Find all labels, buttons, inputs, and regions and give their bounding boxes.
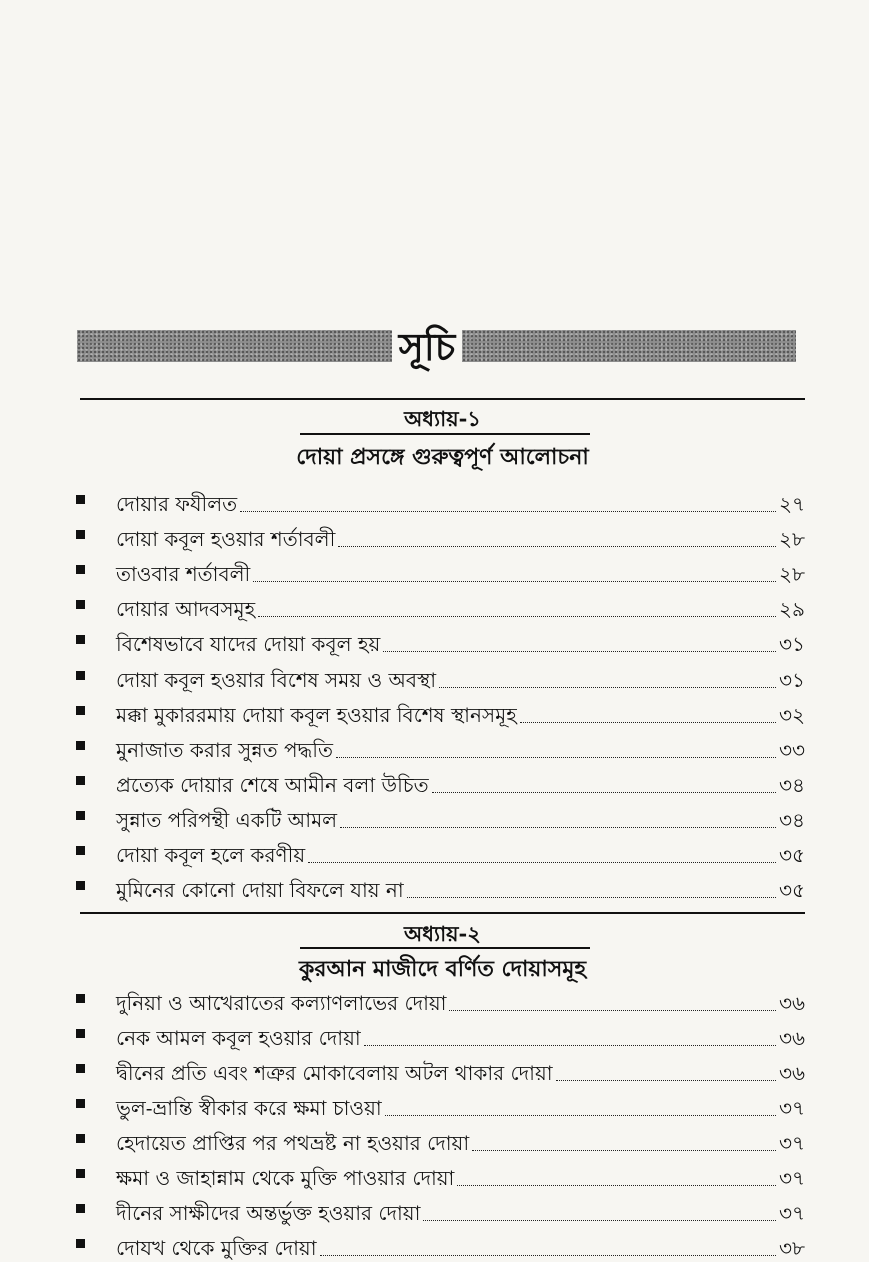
toc-entry-page: ৩৭ bbox=[778, 1201, 805, 1225]
square-bullet-icon bbox=[76, 994, 85, 1003]
chapter-divider bbox=[300, 947, 590, 949]
toc-entry[interactable] bbox=[0, 519, 869, 553]
toc-entry[interactable] bbox=[0, 835, 869, 869]
square-bullet-icon bbox=[76, 1204, 85, 1213]
toc-entry-label: দোযখ থেকে মুক্তির দোয়া bbox=[116, 1236, 317, 1260]
square-bullet-icon bbox=[76, 635, 85, 644]
chapter-title: দোয়া প্রসঙ্গে গুরুত্বপূর্ণ আলোচনা bbox=[296, 444, 589, 470]
dot-leader bbox=[336, 757, 776, 758]
title-band-left bbox=[77, 330, 392, 362]
toc-entry[interactable] bbox=[0, 870, 869, 904]
dot-leader bbox=[258, 616, 776, 617]
toc-entry[interactable] bbox=[0, 624, 869, 658]
toc-title-bar bbox=[0, 318, 869, 384]
toc-entry-label: দোয়ার ফযীলত bbox=[116, 492, 238, 516]
toc-entry-label: ক্ষমা ও জাহান্নাম থেকে মুক্তি পাওয়ার দোয়া bbox=[116, 1166, 455, 1190]
dot-leader bbox=[439, 687, 776, 688]
toc-entry-label: প্রত্যেক দোয়ার শেষে আমীন বলা উচিত bbox=[116, 772, 429, 797]
toc-entry-label: মুমিনের কোনো দোয়া বিফলে যায় না bbox=[116, 878, 404, 903]
toc-entry[interactable] bbox=[0, 1088, 869, 1122]
dot-leader bbox=[385, 1115, 776, 1116]
chapter-number: অধ্যায়-২ bbox=[404, 921, 481, 946]
square-bullet-icon bbox=[76, 846, 85, 855]
toc-entry[interactable] bbox=[0, 800, 869, 834]
toc-entry-page: ৩৬ bbox=[778, 991, 805, 1015]
page-title: সূচি bbox=[398, 324, 456, 369]
dot-leader bbox=[320, 1255, 777, 1256]
toc-entry-label: দোয়ার আদবসমূহ bbox=[116, 597, 256, 622]
square-bullet-icon bbox=[76, 1064, 85, 1073]
toc-entry-page: ২৯ bbox=[779, 597, 805, 622]
toc-entry-page: ৩৫ bbox=[779, 843, 805, 867]
square-bullet-icon bbox=[76, 741, 85, 750]
square-bullet-icon bbox=[76, 706, 85, 715]
toc-entry[interactable] bbox=[0, 983, 869, 1017]
square-bullet-icon bbox=[76, 495, 85, 504]
toc-entry[interactable] bbox=[0, 554, 869, 588]
toc-entry-label: বিশেষভাবে যাদের দোয়া কবূল হয় bbox=[116, 632, 381, 657]
toc-entry-label: দুনিয়া ও আখেরাতের কল্যাণলাভের দোয়া bbox=[116, 991, 447, 1015]
toc-entry-page: ৩১ bbox=[779, 667, 805, 692]
toc-entry-page: ৩৪ bbox=[779, 772, 805, 797]
dot-leader bbox=[364, 1045, 776, 1046]
square-bullet-icon bbox=[76, 671, 85, 680]
chapter-number: অধ্যায়-১ bbox=[404, 406, 481, 431]
dot-leader bbox=[308, 862, 776, 863]
toc-entry-page: ২৭ bbox=[778, 492, 805, 516]
chapter-divider bbox=[300, 433, 590, 435]
toc-entry[interactable] bbox=[0, 695, 869, 729]
toc-entry[interactable] bbox=[0, 1053, 869, 1087]
toc-entry-page: ৩১ bbox=[779, 632, 805, 657]
toc-entry-label: মক্কা মুকাররমায় দোয়া কবূল হওয়ার বিশেষ স্থানসমূহ bbox=[116, 702, 517, 727]
toc-entry-label: নেক আমল কবূল হওয়ার দোয়া bbox=[116, 1026, 361, 1050]
toc-entry-page: ৩৬ bbox=[778, 1061, 805, 1085]
toc-entry-page: ৩৭ bbox=[778, 1166, 805, 1190]
toc-entry-label: হেদায়েত প্রাপ্তির পর পথভ্রষ্ট না হওয়ার দোয়া bbox=[116, 1131, 470, 1155]
square-bullet-icon bbox=[76, 1134, 85, 1143]
dot-leader bbox=[556, 1080, 776, 1081]
toc-entry-label: দ্বীনের প্রতি এবং শত্রুর মোকাবেলায় অটল থাকার দোয়া bbox=[116, 1061, 553, 1085]
chapter-title: কুরআন মাজীদে বর্ণিত দোয়াসমূহ bbox=[298, 956, 587, 982]
toc-entry[interactable] bbox=[0, 484, 869, 518]
dot-leader bbox=[407, 897, 776, 898]
toc-entry[interactable] bbox=[0, 1123, 869, 1157]
dot-leader bbox=[383, 651, 776, 652]
toc-entry-page: ৩৬ bbox=[778, 1026, 805, 1050]
toc-entry[interactable] bbox=[0, 1193, 869, 1227]
toc-entry[interactable] bbox=[0, 765, 869, 799]
toc-entry-page: ৩৫ bbox=[779, 878, 805, 903]
toc-entry-page: ৩৭ bbox=[778, 1096, 805, 1120]
square-bullet-icon bbox=[76, 776, 85, 785]
square-bullet-icon bbox=[76, 1029, 85, 1038]
square-bullet-icon bbox=[76, 1099, 85, 1108]
toc-entry-page: ৩৩ bbox=[778, 737, 805, 762]
square-bullet-icon bbox=[76, 811, 85, 820]
toc-entry-page: ৩৭ bbox=[778, 1131, 805, 1155]
toc-entry-label: তাওবার শর্তাবলী bbox=[116, 562, 251, 587]
toc-entry-label: সুন্নাত পরিপন্থী একটি আমল bbox=[116, 807, 338, 832]
square-bullet-icon bbox=[76, 600, 85, 609]
dot-leader bbox=[340, 827, 776, 828]
toc-entry-page: ২৮ bbox=[779, 562, 805, 587]
toc-entry-label: দোয়া কবূল হওয়ার শর্তাবলী bbox=[116, 527, 336, 552]
square-bullet-icon bbox=[76, 881, 85, 890]
toc-entry[interactable] bbox=[0, 660, 869, 694]
toc-entry[interactable] bbox=[0, 730, 869, 764]
chapter-rule bbox=[80, 912, 805, 914]
toc-entry-page: ৩৮ bbox=[779, 1236, 805, 1260]
toc-entry-page: ৩৪ bbox=[779, 807, 805, 832]
toc-entry[interactable] bbox=[0, 1018, 869, 1052]
dot-leader bbox=[472, 1150, 776, 1151]
chapter-rule bbox=[80, 398, 805, 400]
square-bullet-icon bbox=[76, 1239, 85, 1248]
dot-leader bbox=[423, 1220, 776, 1221]
dot-leader bbox=[253, 581, 776, 582]
square-bullet-icon bbox=[76, 530, 85, 539]
toc-entry-page: ৩২ bbox=[778, 702, 805, 727]
dot-leader bbox=[449, 1010, 776, 1011]
dot-leader bbox=[240, 511, 776, 512]
square-bullet-icon bbox=[76, 1169, 85, 1178]
toc-entry[interactable] bbox=[0, 589, 869, 623]
toc-entry-label: ভুল-ভ্রান্তি স্বীকার করে ক্ষমা চাওয়া bbox=[116, 1096, 382, 1120]
dot-leader bbox=[520, 722, 776, 723]
toc-entry-page: ২৮ bbox=[779, 527, 805, 552]
toc-entry-label: দোয়া কবূল হলে করণীয় bbox=[116, 843, 306, 867]
toc-entry-label: দোয়া কবূল হওয়ার বিশেষ সময় ও অবস্থা bbox=[116, 667, 437, 692]
title-band-right bbox=[462, 330, 796, 362]
dot-leader bbox=[457, 1185, 776, 1186]
toc-entry-label: দীনের সাক্ষীদের অন্তর্ভুক্ত হওয়ার দোয়া bbox=[116, 1201, 421, 1225]
toc-entry-label: মুনাজাত করার সুন্নত পদ্ধতি bbox=[116, 737, 334, 762]
toc-entry[interactable] bbox=[0, 1228, 869, 1262]
square-bullet-icon bbox=[76, 565, 85, 574]
toc-entry[interactable] bbox=[0, 1158, 869, 1192]
dot-leader bbox=[338, 546, 776, 547]
dot-leader bbox=[432, 792, 776, 793]
